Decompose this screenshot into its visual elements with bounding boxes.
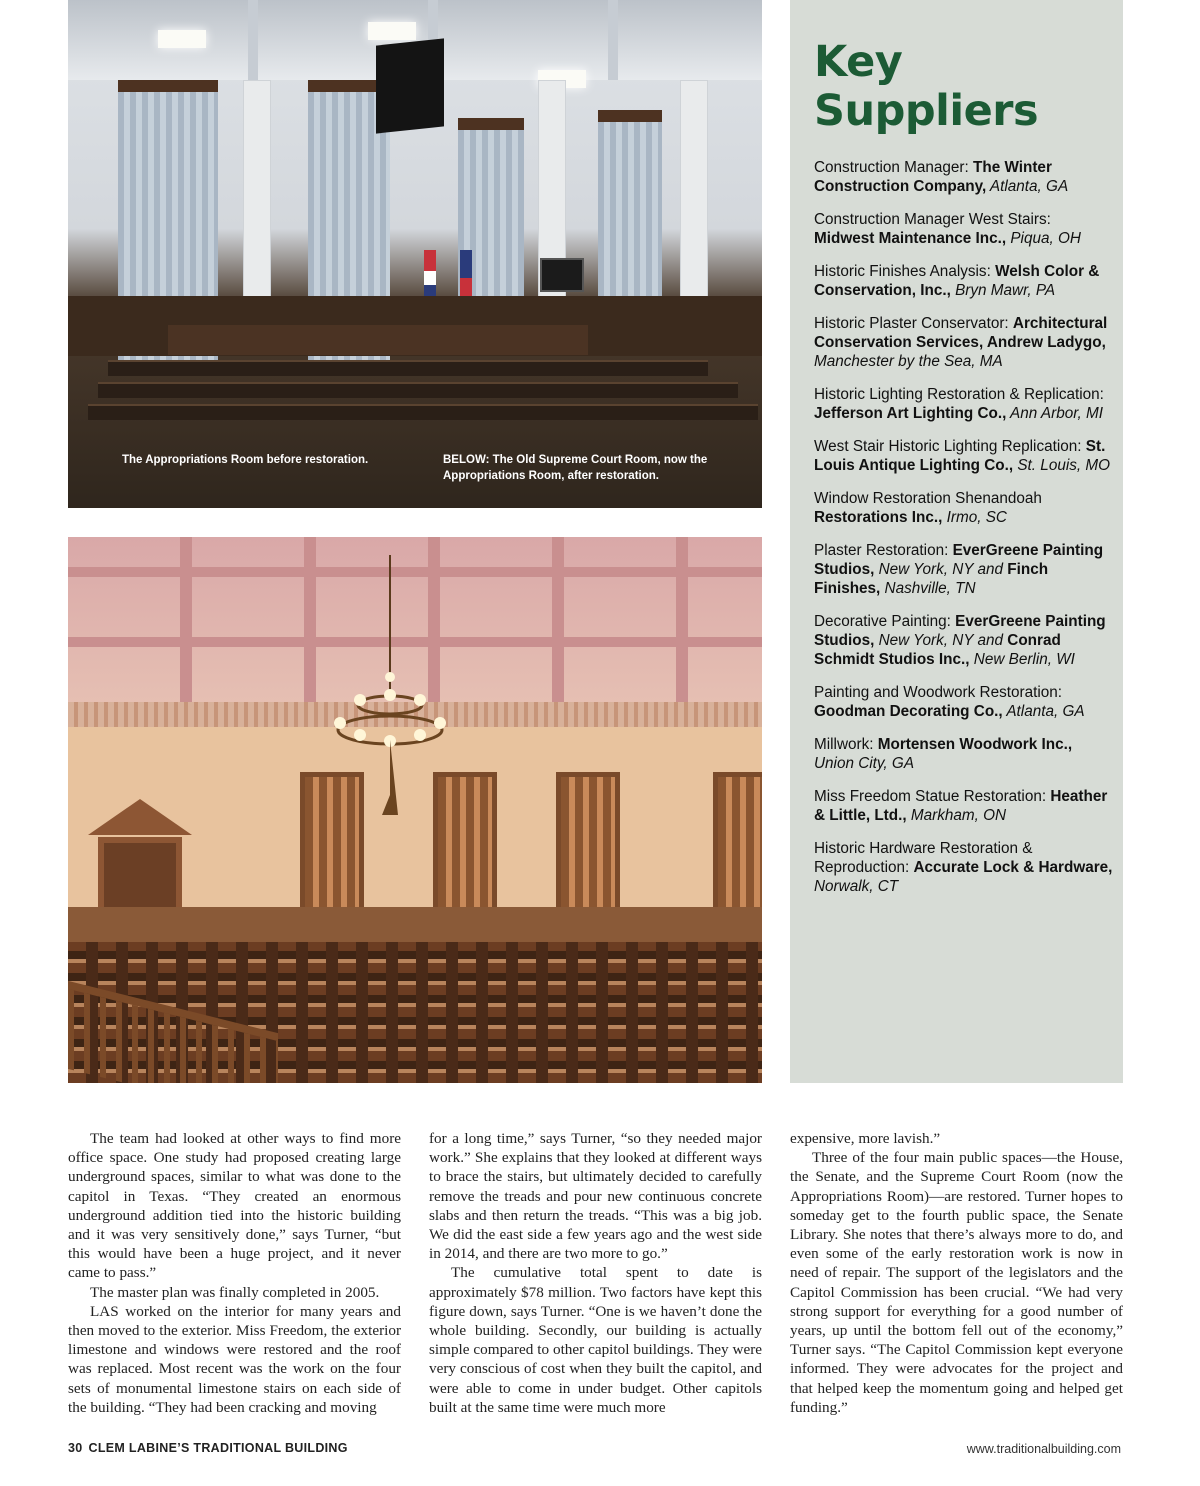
paragraph: The master plan was finally completed in 2005. (90, 1283, 380, 1301)
supplier-role: Historic Hardware Restoration & Reproduction: (814, 840, 1033, 876)
page-number: 30 (68, 1441, 83, 1455)
supplier-company: EverGreene Painting Studios, (814, 613, 1106, 649)
supplier-company: Goodman Decorating Co., (814, 703, 1003, 720)
supplier-role: Historic Lighting Restoration & Replication: (814, 386, 1104, 403)
supplier-entry (814, 683, 1114, 721)
supplier-entry (814, 787, 1114, 825)
monitor-icon (540, 258, 584, 292)
photo-caption-below: BELOW: The Old Supreme Court Room, now the Appropriations Room, after restoration. (443, 454, 708, 482)
supplier-location: Norwalk, CT (814, 878, 899, 895)
supplier-company: Jefferson Art Lighting Co., (814, 405, 1007, 422)
judges-bench (168, 325, 588, 355)
supplier-location: Irmo, SC (942, 509, 1007, 526)
supplier-location: St. Louis, MO (1013, 457, 1111, 474)
supplier-role: Plaster Restoration: (814, 542, 953, 559)
supplier-entry (814, 612, 1114, 669)
photo-after-restoration (68, 537, 762, 1083)
supplier-location: New York, NY and (874, 632, 1008, 649)
supplier-role: Window Restoration Shenandoah (814, 490, 1042, 507)
article-column-2 (429, 1129, 762, 1417)
supplier-role: Miss Freedom Statue Restoration: (814, 788, 1051, 805)
supplier-location: Manchester by the Sea, MA (814, 353, 1003, 370)
supplier-entry (814, 262, 1114, 300)
supplier-role: Decorative Painting: (814, 613, 956, 630)
article-column-3 (790, 1129, 1123, 1417)
photo-before-restoration (68, 0, 762, 508)
paragraph: expensive, more lavish.” (790, 1130, 941, 1147)
footer-url: www.traditionalbuilding.com (966, 1442, 1121, 1456)
supplier-location: Bryn Mawr, PA (950, 282, 1056, 299)
publication-name: CLEM LABINE’S TRADITIONAL BUILDING (88, 1441, 348, 1455)
paragraph: The cumulative total spent to date is approximately $78 million. Two factors have kept this figure down, says Turner. “One is we haven’t done the whole building. Secondly, our building is actually simple compared to other capitol buildings. They were very conscious of cost when they built the capitol, and were able to come in under budget. Other capitols built at the same time were much more (429, 1264, 762, 1416)
paragraph: LAS worked on the interior for many years and then moved to the exterior. Miss Freedom, the exterior limestone and windows were restored and the roof was replaced. Most recent was the work on the four sets of monumental limestone stairs on each side of the building. “They had been cracking and moving (68, 1302, 401, 1416)
supplier-entry (814, 839, 1114, 896)
sidebar-title: Key Suppliers (814, 37, 1039, 136)
supplier-company: Heather & Little, Ltd., (814, 788, 1108, 824)
paragraph: The team had looked at other ways to find more office space. One study had proposed creating large underground spaces, similar to what was done to the capitol in Texas. “They created an enormous underground addition tied into the historic building and it was very sensitively done,” says Turner, “but this would have been a huge project, and it never came to pass.” (68, 1130, 401, 1282)
supplier-location: New Berlin, WI (969, 651, 1075, 668)
supplier-location: Union City, GA (814, 755, 915, 772)
supplier-entry (814, 158, 1114, 196)
supplier-entry (814, 385, 1114, 423)
supplier-entry (814, 489, 1114, 527)
supplier-entry (814, 541, 1114, 598)
photo-caption-before: The Appropriations Room before restoration. (122, 454, 369, 466)
supplier-company: Accurate Lock & Hardware, (913, 859, 1113, 876)
supplier-location: Ann Arbor, MI (1006, 405, 1103, 422)
supplier-role: Millwork: (814, 736, 878, 753)
supplier-company: Conrad Schmidt Studios Inc., (814, 632, 1061, 668)
supplier-role: Historic Finishes Analysis: (814, 263, 996, 280)
supplier-company: Welsh Color & Conservation, Inc., (814, 263, 1100, 299)
supplier-location: Atlanta, GA (986, 178, 1069, 195)
supplier-entry (814, 314, 1114, 371)
supplier-company: St. Louis Antique Lighting Co., (814, 438, 1106, 474)
supplier-company: Finch Finishes, (814, 561, 1049, 597)
supplier-company: Mortensen Woodwork Inc., (877, 736, 1073, 753)
supplier-location: Markham, ON (906, 807, 1007, 824)
supplier-location: Piqua, OH (1006, 230, 1081, 247)
paragraph: Three of the four main public spaces—the House, the Senate, and the Supreme Court Room (now the Appropriations Room)—are restored. Turner hopes to someday get to the fourth public space, the Senate Library. She notes that there’s always more to do, and even some of the early restoration work is now in need of repair. The support of the legislators and the Capitol Commission has been crucial. “We had very strong support for everything for a good number of years, up until the bottom fell out of the economy,” Turner says. “The Capitol Commission kept everyone informed. They were advocates for the project and that helped keep the momentum going and helped get funding.” (790, 1149, 1123, 1416)
chandelier-icon (330, 555, 450, 815)
supplier-location: Atlanta, GA (1002, 703, 1085, 720)
supplier-role: West Stair Historic Lighting Replication: (814, 438, 1086, 455)
page-footer-folio (68, 1441, 348, 1455)
supplier-company: EverGreene Painting Studios, (814, 542, 1104, 578)
paragraph: for a long time,” says Turner, “so they needed major work.” She explains that they looked at different ways to brace the stairs, but ultimately decided to carefully remove the treads and pour new continuous concrete slabs and then return the treads. “This was a big job. We did the east side a few years ago and the west side in 2014, and there are two more to go.” (429, 1130, 762, 1263)
supplier-entry (814, 437, 1114, 475)
article-column-1 (68, 1129, 401, 1417)
supplier-location: New York, NY and (874, 561, 1008, 578)
key-suppliers-sidebar (790, 0, 1123, 1083)
supplier-entry (814, 210, 1114, 248)
supplier-location: Nashville, TN (880, 580, 976, 597)
supplier-company: Midwest Maintenance Inc., (814, 230, 1007, 247)
supplier-role: Construction Manager West Stairs: (814, 211, 1051, 228)
supplier-entry (814, 735, 1114, 773)
supplier-company: Architectural Conservation Services, Andrew Ladygo, (814, 315, 1108, 351)
supplier-role: Historic Plaster Conservator: (814, 315, 1013, 332)
supplier-list (814, 158, 1114, 910)
supplier-company: The Winter Construction Company, (814, 159, 1052, 195)
supplier-role: Construction Manager: (814, 159, 973, 176)
supplier-company: Restorations Inc., (814, 509, 943, 526)
projector-icon (376, 38, 444, 133)
supplier-role: Painting and Woodwork Restoration: (814, 684, 1063, 701)
